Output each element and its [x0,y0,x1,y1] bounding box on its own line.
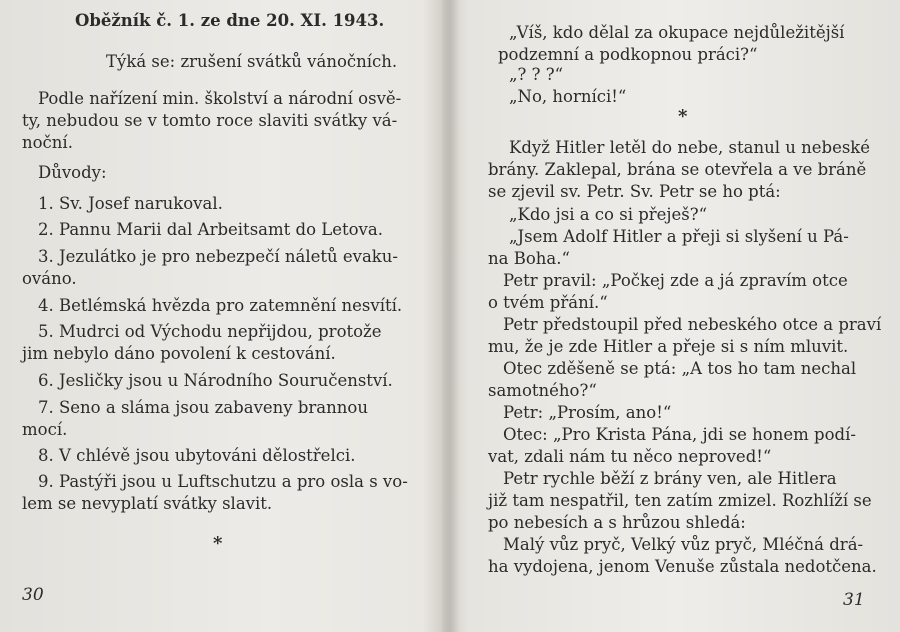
story-line: Malý vůz pryč, Velký vůz pryč, Mléčná drá- [503,535,864,554]
section-separator: * [213,533,223,554]
story-line: Petr: „Prosím, ano!“ [503,403,672,422]
reason-item: 9. Pastýři jsou u Luftschutzu a pro osla s vo- [38,472,408,491]
page-number: 30 [22,585,44,605]
intro-line: Podle nařízení min. školství a národní osvě- [38,89,402,108]
story-line: Petr předstoupil před nebeského otce a praví [503,315,882,334]
joke-line: podzemní a podkopnou práci?“ [498,45,758,64]
reason-item-cont: ováno. [22,269,77,288]
intro-line: ty, nebudou se v tomto roce slaviti svátky vá- [22,111,398,130]
reason-item: 6. Jesličky jsou u Národního Souručenství. [38,371,393,390]
reason-item: 8. V chlévě jsou ubytováni dělostřelci. [38,446,356,465]
intro-line: noční. [22,133,73,152]
story-line: se zjevil sv. Petr. Sv. Petr se ho ptá: [488,182,781,201]
story-line: ha vydojena, jenom Venuše zůstala nedotčena. [488,557,877,576]
reason-item: 4. Betlémská hvězda pro zatemnění nesvítí. [38,296,403,315]
story-line: brány. Zaklepal, brána se otevřela a ve bráně [488,160,867,179]
story-line: na Boha.“ [488,249,570,268]
story-line: vat, zdali nám tu něco neproved!“ [488,447,772,466]
joke-line: „Víš, kdo dělal za okupace nejdůležitější [509,23,845,42]
story-line: Petr rychle běží z brány ven, ale Hitlera [503,469,837,488]
story-line: o tvém přání.“ [488,293,608,312]
story-line: Otec zděšeně se ptá: „A tos ho tam nechal [503,359,857,378]
reason-item: 7. Seno a sláma jsou zabaveny brannou [38,398,368,417]
story-line: Petr pravil: „Počkej zde a já zpravím otce [503,271,848,290]
reason-item: 1. Sv. Josef narukoval. [38,194,223,213]
story-line: samotného?“ [488,381,597,400]
left-page [0,0,445,632]
circular-title: Oběžník č. 1. ze dne 20. XI. 1943. [75,11,385,30]
reason-item: 5. Mudrci od Východu nepřijdou, protože [38,322,382,341]
reason-item-cont: jim nebylo dáno povolení k cestování. [22,344,336,363]
joke-line: „? ? ?“ [509,65,564,84]
reason-item: 2. Pannu Marii dal Arbeitsamt do Letova. [38,220,383,239]
page-number: 31 [843,590,865,610]
right-page [455,0,900,632]
story-line: Když Hitler letěl do nebe, stanul u nebeské [509,138,871,157]
story-line: „Jsem Adolf Hitler a přeji si slyšení u Pá- [509,227,849,246]
circular-subtitle: Týká se: zrušení svátků vánočních. [106,52,398,71]
story-line: „Kdo jsi a co si přeješ?“ [509,205,708,224]
reasons-label: Důvody: [38,163,107,182]
story-line: Otec: „Pro Krista Pána, jdi se honem podí- [503,425,856,444]
story-line: již tam nespatřil, ten zatím zmizel. Rozhlíží se [488,491,872,510]
reason-item-cont: mocí. [22,420,68,439]
reason-item-cont: lem se nevyplatí svátky slavit. [22,494,273,513]
reason-item: 3. Jezulátko je pro nebezpečí náletů evaku- [38,247,398,266]
story-line: mu, že je zde Hitler a přeje si s ním mluvit. [488,337,849,356]
section-separator: * [678,106,688,127]
story-line: po nebesích a s hrůzou shledá: [488,513,746,532]
joke-line: „No, horníci!“ [509,87,627,106]
